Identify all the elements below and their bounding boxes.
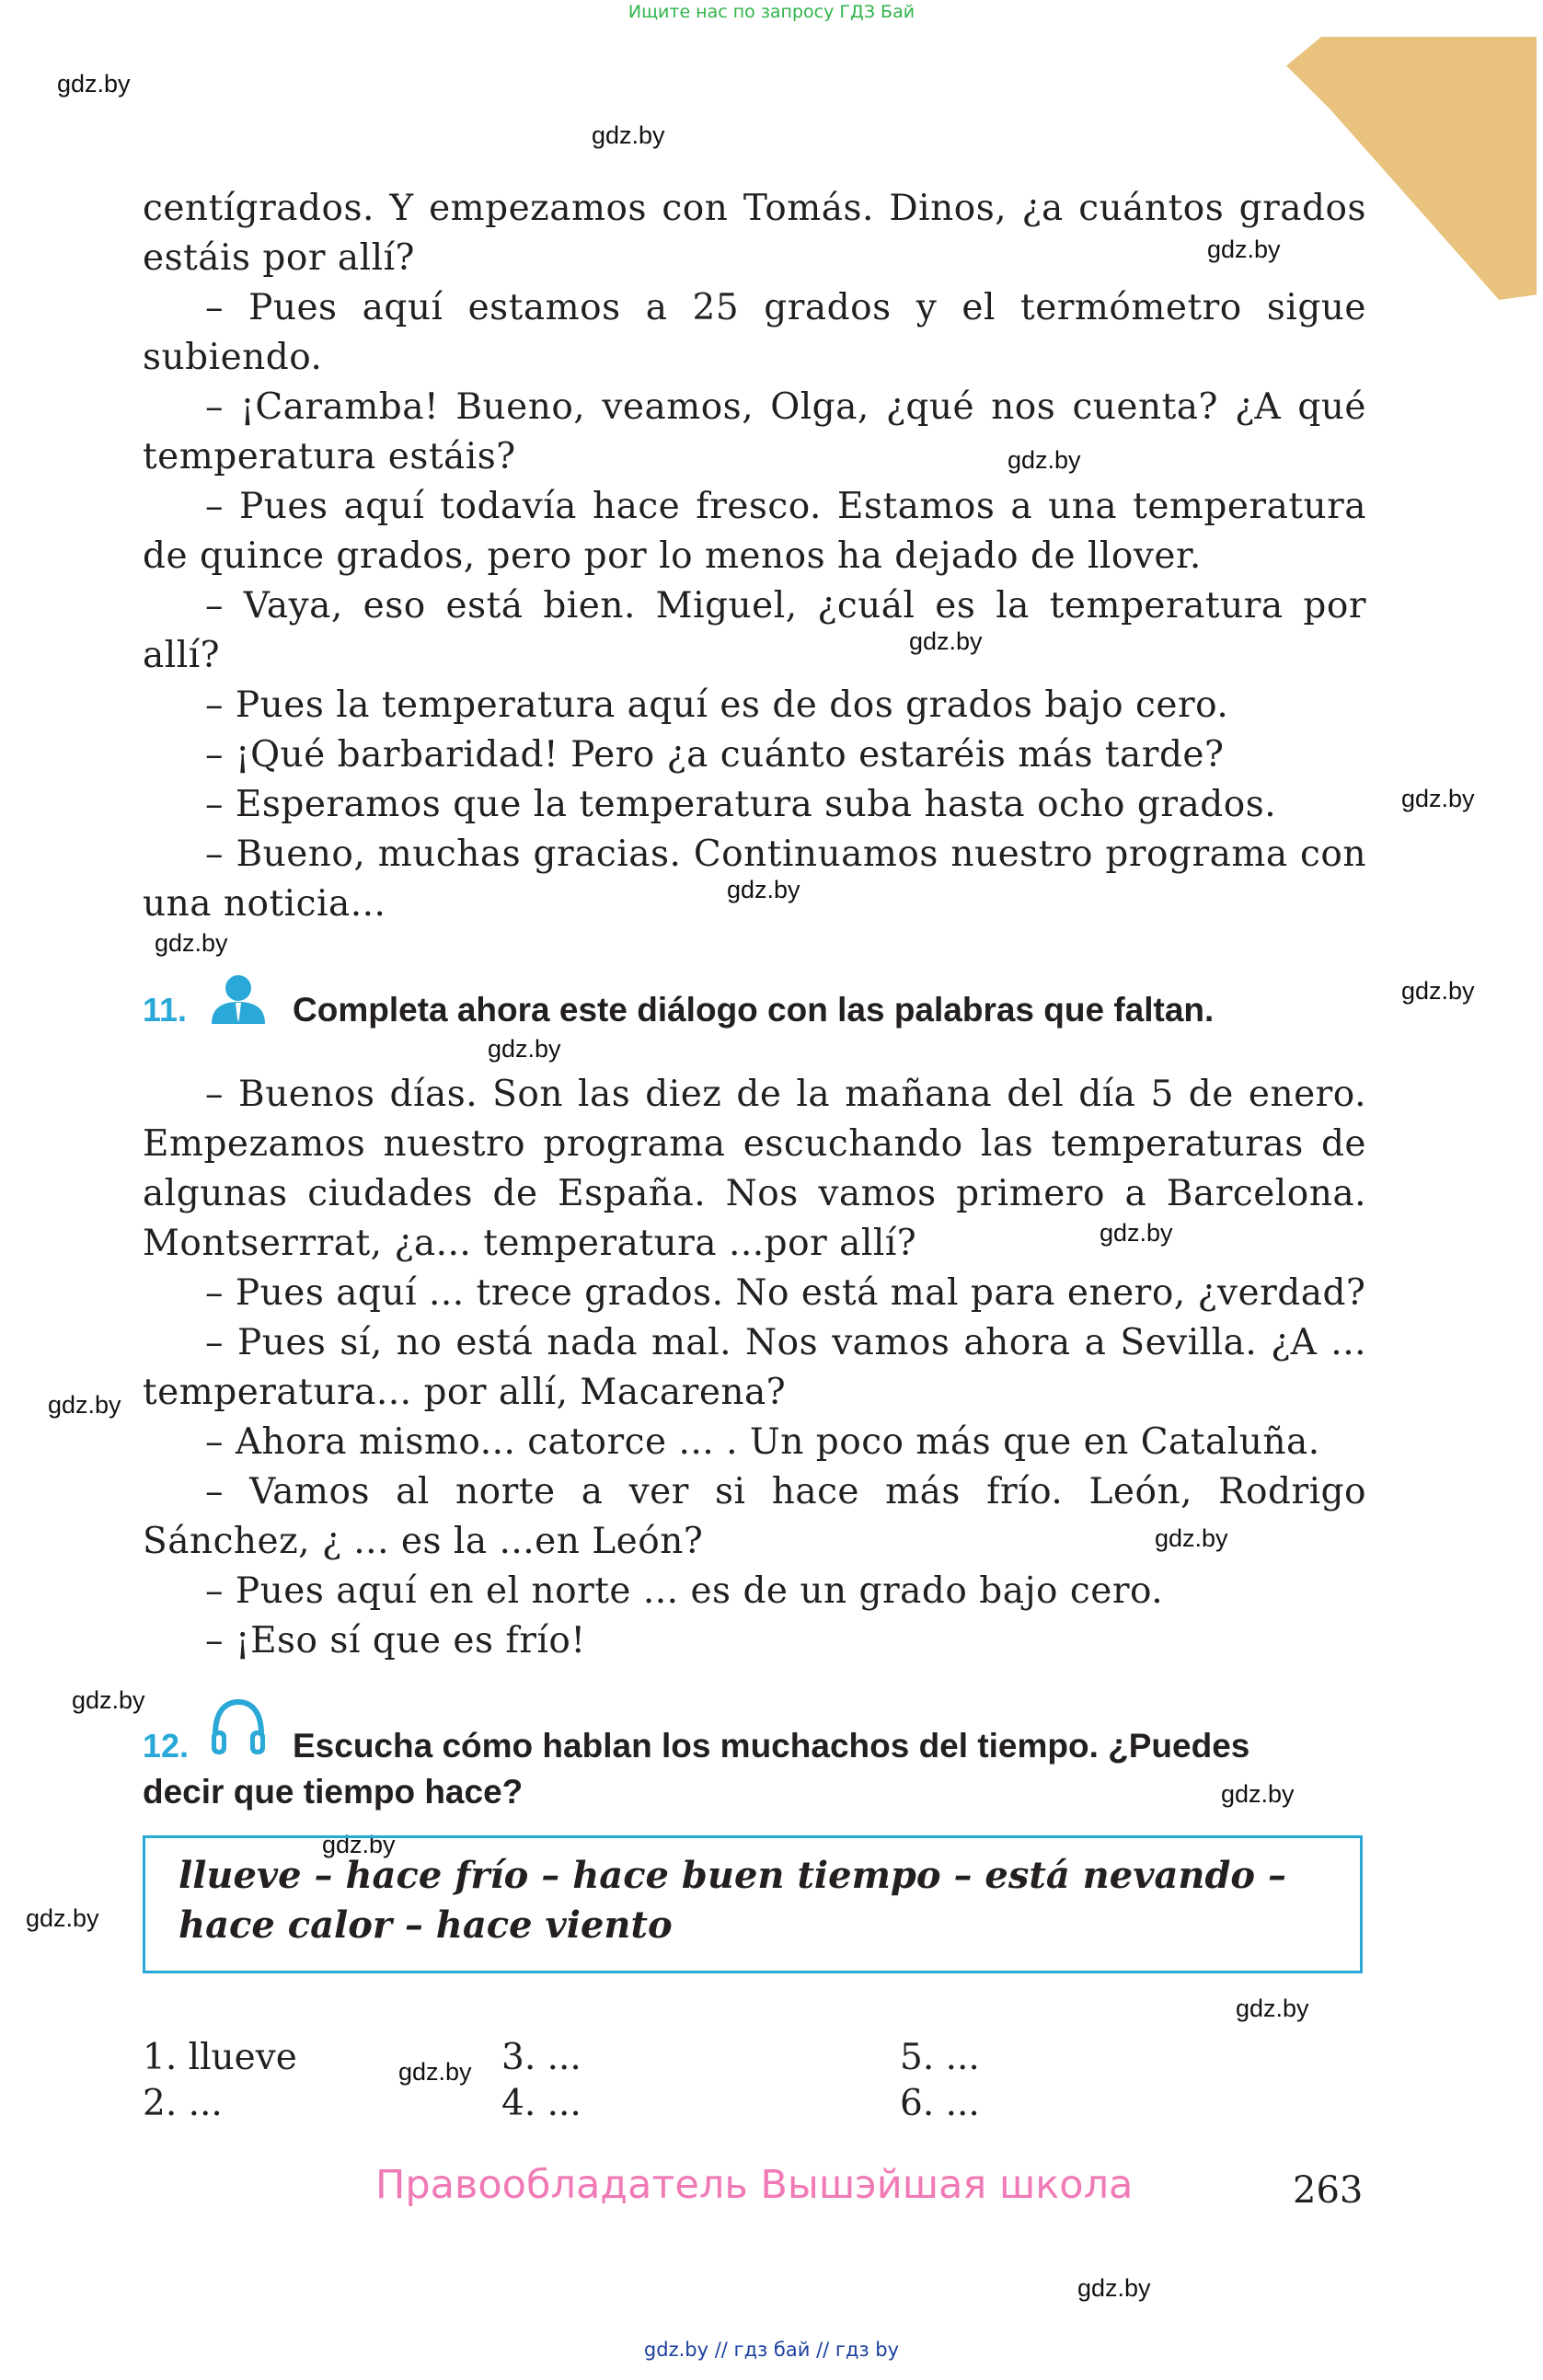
watermark: gdz.by bbox=[155, 929, 228, 957]
exercise-number: 12. bbox=[143, 1727, 190, 1765]
watermark: gdz.by bbox=[1221, 1780, 1295, 1808]
watermark: gdz.by bbox=[72, 1686, 145, 1714]
dialogue-paragraph: – Bueno, muchas gracias. Continuamos nuestro programa con una noticia... bbox=[143, 834, 1366, 925]
word-box-text: llueve – hace frío – hace buen tiempo – está nevando – hace calor – hace viento bbox=[178, 1854, 1287, 1947]
watermark: gdz.by bbox=[1207, 236, 1281, 263]
dialogue-paragraph: centígrados. Y empezamos con Tomás. Dinos, ¿a cuántos grados estáis por allí? bbox=[143, 188, 1366, 279]
top-banner: Ищите нас по запросу ГДЗ Бай bbox=[628, 2, 915, 22]
dialogue-paragraph: – Vamos al norte a ver si hace más frío. León, Rodrigo Sánchez, ¿ ... es la ...en León? bbox=[143, 1471, 1366, 1562]
answer-item: 3. ... bbox=[501, 2037, 582, 2078]
dialogue-paragraph: – Buenos días. Son las diez de la mañana del día 5 de enero. Empezamos nuestro programa escuchando las temperaturas de algunas ciudades de España. Nos vamos primero a Barcelona. Montserrrat, ¿a... temperatura ...por allí? bbox=[143, 1074, 1366, 1264]
word-box bbox=[143, 1835, 1363, 1973]
watermark: gdz.by bbox=[57, 70, 131, 98]
watermark: gdz.by bbox=[1077, 2274, 1151, 2302]
footer-links: gdz.by // гдз бай // гдз by bbox=[643, 2339, 900, 2361]
dialogue-paragraph: – Pues aquí estamos a 25 grados y el termómetro sigue subiendo. bbox=[143, 287, 1366, 378]
answer-item: 1. llueve bbox=[143, 2037, 297, 2078]
watermark: gdz.by bbox=[1401, 977, 1475, 1005]
exercise-number: 11. bbox=[143, 991, 188, 1029]
watermark: gdz.by bbox=[1236, 1995, 1309, 2022]
exercise-heading: Escucha cómo hablan los muchachos del tiempo. ¿Puedes bbox=[293, 1727, 1250, 1765]
dialogue-paragraph: – Pues aquí en el norte ... es de un grado bajo cero. bbox=[205, 1570, 1164, 1612]
watermark: gdz.by bbox=[1401, 785, 1475, 812]
watermark: gdz.by bbox=[488, 1035, 561, 1063]
dialogue-paragraph: – Pues la temperatura aquí es de dos grados bajo cero. bbox=[205, 684, 1229, 726]
dialogue-paragraph: – ¡Qué barbaridad! Pero ¿a cuánto estaréis más tarde? bbox=[205, 734, 1225, 776]
headphones-icon bbox=[208, 1697, 269, 1758]
watermark: gdz.by bbox=[398, 2058, 472, 2086]
watermark: gdz.by bbox=[1100, 1219, 1173, 1247]
person-icon bbox=[208, 972, 269, 1026]
watermark: gdz.by bbox=[48, 1391, 121, 1419]
dialogue-paragraph: – Pues aquí ... trece grados. No está mal para enero, ¿verdad? bbox=[205, 1272, 1366, 1314]
answer-item: 2. ... bbox=[143, 2083, 223, 2124]
dialogue-paragraph: – Pues sí, no está nada mal. Nos vamos ahora a Sevilla. ¿A ... temperatura... por allí, Macarena? bbox=[143, 1322, 1366, 1413]
page-number: 263 bbox=[1293, 2169, 1364, 2212]
watermark: gdz.by bbox=[592, 121, 665, 149]
dialogue-paragraph: – Vaya, eso está bien. Miguel, ¿cuál es la temperatura por allí? bbox=[143, 585, 1366, 676]
dialogue-paragraph: – Ahora mismo... catorce ... . Un poco más que en Cataluña. bbox=[205, 1421, 1320, 1463]
watermark: gdz.by bbox=[1155, 1524, 1228, 1552]
watermark: gdz.by bbox=[322, 1831, 396, 1858]
watermark: gdz.by bbox=[26, 1904, 99, 1932]
dialogue-paragraph: – ¡Eso sí que es frío! bbox=[205, 1620, 586, 1661]
exercise-heading: decir que tiempo hace? bbox=[143, 1773, 524, 1811]
watermark: gdz.by bbox=[909, 627, 983, 655]
dialogue-paragraph: – Esperamos que la temperatura suba hasta ocho grados. bbox=[205, 784, 1277, 825]
watermark: gdz.by bbox=[1008, 446, 1081, 474]
exercise-heading: Completa ahora este diálogo con las palabras que faltan. bbox=[293, 991, 1215, 1029]
dialogue-paragraph: – ¡Caramba! Bueno, veamos, Olga, ¿qué nos cuenta? ¿A qué temperatura estáis? bbox=[143, 386, 1366, 477]
answer-item: 6. ... bbox=[900, 2083, 980, 2124]
answer-item: 5. ... bbox=[900, 2037, 980, 2078]
copyright-notice: Правообладатель Вышэйшая школа bbox=[375, 2162, 1134, 2208]
dialogue-paragraph: – Pues aquí todavía hace fresco. Estamos a una temperatura de quince grados, pero por lo menos ha dejado de llover. bbox=[143, 486, 1366, 577]
watermark: gdz.by bbox=[727, 876, 800, 903]
answer-item: 4. ... bbox=[501, 2083, 582, 2124]
